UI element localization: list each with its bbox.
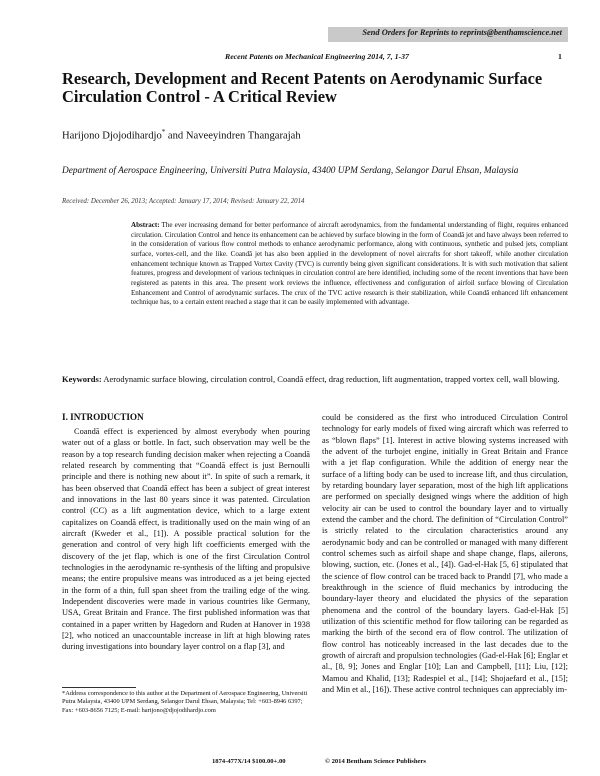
journal-citation: Recent Patents on Mechanical Engineering 2014, 7, 1-37	[225, 52, 409, 61]
abstract	[131, 221, 568, 308]
author-first: Harijono Djojodihardjo	[62, 130, 162, 142]
reprints-banner	[328, 27, 568, 42]
page-number: 1	[558, 52, 562, 61]
right-column	[322, 412, 568, 695]
section-heading: I. INTRODUCTION	[62, 412, 144, 422]
affiliation: Department of Aerospace Engineering, Universiti Putra Malaysia, 43400 UPM Serdang, Selangor Darul Ehsan, Malaysia	[62, 166, 519, 176]
copyright: © 2014 Bentham Science Publishers	[325, 758, 426, 765]
keywords-text: Aerodynamic surface blowing, circulation control, Coandă effect, drag reduction, lift augmentation, trapped vortex cell, wall blowing.	[103, 374, 560, 384]
intro-paragraph-2: could be considered as the first who introduced Circulation Control technology for early models of fixed wing aircraft which was referred to as “blown flaps” [1]. Interest in active blowing systems increased with the advent of the turbojet engine, initially in Great Britain and France with a jet flap configuration. While the addition of energy near the surface of a lifting body can be used to increase lift, and thus circulation, by retarding boundary layer separation, most of the high lift applications are performed on specially designed wings where the addition of high velocity air can be used to control the boundary layer and to virtually extend the camber and the chord. The definition of “Circulation Control” is strictly related to the circulation characteristics around any aerodynamic body and can be controlled or managed with many different control schemes such as airfoil shape and shape change, flaps, ailerons, blowing, suction, etc. (Jones et al., [4]). Gad-el-Hak [5, 6] stipulated that the science of flow control can be traced back to Prandtl [7], who made a breakthrough in the science of fluid mechanics by introducing the boundary-layer theory and elucidated the physics of the separation phenomena and the control of the boundary layers. Gad-el-Hak [5] utilization of this scientific method for flow tailoring can be regarded as marking the birth of the second era of flow control. The utilization of flow control has noticeably increased in the last decades due to the growth of aircraft and propulsion technologies (Gad-el-Hak [6]; Englar et al., [8, 9]; Jones and Englar [10]; Lan and Campbell, [11]; Liu, [12]; Mamou and Khalid, [13]; Radespiel et al., [14]; Shojaefard et al., [15]; and Min et al., [16]). These active control techniques can appreciably im-	[322, 413, 568, 694]
abstract-text: The ever increasing demand for better performance of aircraft aerodynamics, from the fundamental understanding of flight, requires enhanced circulation. Circulation Control and hence its enhancement can be achieved by surface blowing in the form of Coandă jet and have always been referred to in the consideration of various flow control methods to enhance aerodynamic performance, along with continuous, synthetic and pulsed jets, compliant surface, vortex-cell, and the like. Coandă jet has also been applied in the development of novel aircrafts for short takeoff, while another circulation enhancement technique known as Trapped Vortex Cavity (TVC) is currently being given significant considerations. It is with such motivation that salient features, progress and development of various techniques in circulation control are here identified, including some of the recent inventions that have been registered as patents in this area. The present work reviews the influence, effectiveness and configuration of airfoil surface blowing of Circulation Enhancement and Control of aerodynamic surfaces. The crux of the TVC active research is their stabilization, while Coandă enhanced lift enhancement technique has, to a certain extent reached a stage that it can be easily implemented with advantage.	[131, 221, 568, 307]
footnote-divider	[62, 687, 136, 688]
paper-title: Research, Development and Recent Patents on Aerodynamic Surface Circulation Control - A Critical Review	[62, 69, 543, 106]
corresponding-marker: *	[161, 128, 166, 136]
issn-price: 1874-477X/14 $100.00+.00	[212, 758, 286, 765]
intro-paragraph-1: Coandă effect is experienced by almost everybody when pouring water out of a glass or bottle. In fact, such observation may well be the reason by a top research funding decision maker when rejecting a Coandă related research by commenting that “Coandă effect is just Bernoulli principle and there is nothing new about it”. In spite of such a remark, it has been observed that Coandă effect has been a subject of great interest and innovations in the last 80 years since it was patented. Circulation control (CC) as a lift augmentation device, which to a large extent capitalizes on Coandă effect, is traditionally used on the main wing of an aircraft (Kweder et al., [1]). A possible practical solution for the generation and control of very high lift coefficients emerged with the discovery of the jet flap, which is one of the first Circulation Control technologies in the aerodynamic re-synthesis of the lifting and propulsive means; the entire propulsive means was introduced as a jet being ejected in the form of a thin, full span sheet from the trailing edge of the wing. Independent discoveries were made in various countries like Germany, USA, Great Britain and France. The first published information was that contained in a paper written by Hagedorn and Ruden at Hanover in 1938 [2], who noticed an unaccountable increase in lift at high blowing rates during investigations into boundary layer control on a flap [3], and	[62, 427, 310, 652]
received-dates: Received: December 26, 2013; Accepted: January 17, 2014; Revised: January 22, 2014	[62, 198, 305, 205]
author-list	[62, 128, 301, 142]
keywords-label: Keywords:	[62, 374, 102, 384]
abstract-label: Abstract:	[131, 221, 160, 229]
left-column	[62, 426, 310, 653]
reprints-text: Send Orders for Reprints to reprints@benthamscience.net	[362, 28, 562, 37]
keywords	[62, 374, 568, 385]
correspondence-footnote: *Address correspondence to this author at the Department of Aerospace Engineering, Universiti Putra Malaysia, 43400 UPM Serdang, Selangor Darul Ehsan, Malaysia; Tel: +603-8946 6397; Fax: +603-8656 7125; E-mail: harijono@djojodihardjo.com	[62, 690, 308, 714]
author-rest: and Naveeyindren Thangarajah	[165, 130, 301, 142]
